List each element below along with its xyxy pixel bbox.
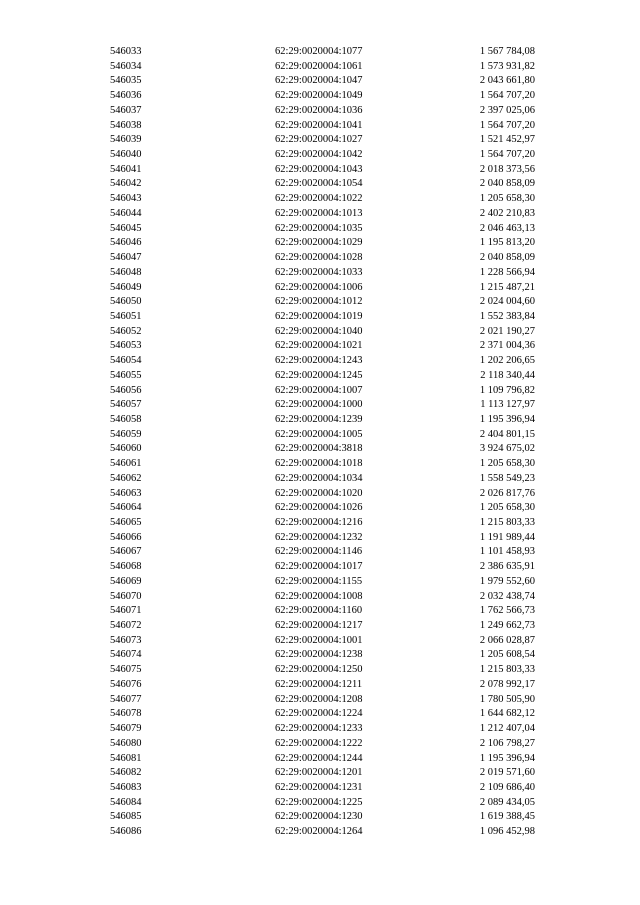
cadastral-value-cell: 1 573 931,82 <box>479 60 535 72</box>
cadastral-value-cell: 1 215 803,33 <box>479 664 535 676</box>
cadastral-number-cell: 62:29:0020004:1043 <box>275 163 363 175</box>
cadastral-number-cell: 62:29:0020004:1026 <box>275 502 363 514</box>
cadastral-value-cell: 1 215 803,33 <box>479 517 535 528</box>
row-number-cell: 546054 <box>110 355 142 367</box>
cadastral-value-cell: 1 215 487,21 <box>479 281 535 293</box>
table-row <box>0 619 640 634</box>
cadastral-value-cell: 1 564 707,20 <box>479 119 535 131</box>
cadastral-number-cell: 62:29:0020004:1020 <box>275 487 363 499</box>
row-number-cell: 546033 <box>110 46 142 57</box>
table-row <box>0 74 640 89</box>
cadastral-number-cell: 62:29:0020004:1001 <box>275 634 363 646</box>
cadastral-value-cell: 2 106 798,27 <box>479 737 535 749</box>
row-number-cell: 546051 <box>110 310 142 322</box>
table-row <box>0 722 640 737</box>
cadastral-number-cell: 62:29:0020004:1042 <box>275 149 363 161</box>
cadastral-number-cell: 62:29:0020004:1033 <box>275 266 363 278</box>
cadastral-value-cell: 1 096 452,98 <box>479 826 535 838</box>
cadastral-value-cell: 1 619 388,45 <box>479 811 535 823</box>
row-number-cell: 546071 <box>110 605 142 617</box>
cadastral-value-cell: 2 066 028,87 <box>479 634 535 646</box>
table-row <box>0 575 640 590</box>
table-row <box>0 707 640 722</box>
cadastral-value-cell: 2 371 004,36 <box>479 340 535 352</box>
cadastral-value-cell: 1 564 707,20 <box>479 149 535 161</box>
cadastral-value-cell: 2 404 801,15 <box>479 428 535 440</box>
row-number-cell: 546048 <box>110 266 142 278</box>
row-number-cell: 546078 <box>110 708 142 720</box>
table-row <box>0 472 640 487</box>
row-number-cell: 546075 <box>110 664 142 676</box>
row-number-cell: 546061 <box>110 458 142 470</box>
cadastral-value-cell: 1 195 813,20 <box>479 237 535 249</box>
cadastral-value-cell: 1 113 127,97 <box>480 399 535 411</box>
row-number-cell: 546069 <box>110 575 142 587</box>
cadastral-number-cell: 62:29:0020004:1231 <box>275 781 363 793</box>
table-row <box>0 354 640 369</box>
cadastral-number-cell: 62:29:0020004:1012 <box>275 296 363 308</box>
cadastral-number-cell: 62:29:0020004:1034 <box>275 472 363 484</box>
cadastral-number-cell: 62:29:0020004:1077 <box>275 46 363 57</box>
row-number-cell: 546041 <box>110 163 142 175</box>
table-row <box>0 825 640 840</box>
cadastral-value-cell: 1 979 552,60 <box>479 575 535 587</box>
table-row <box>0 531 640 546</box>
row-number-cell: 546046 <box>110 237 142 249</box>
row-number-cell: 546084 <box>110 796 142 808</box>
row-number-cell: 546074 <box>110 649 142 661</box>
table-row <box>0 89 640 104</box>
table-row <box>0 369 640 384</box>
cadastral-value-cell: 1 101 458,93 <box>479 546 535 558</box>
row-number-cell: 546047 <box>110 252 142 264</box>
cadastral-number-cell: 62:29:0020004:1040 <box>275 325 363 337</box>
cadastral-number-cell: 62:29:0020004:1238 <box>275 649 363 661</box>
row-number-cell: 546037 <box>110 104 142 116</box>
row-number-cell: 546072 <box>110 620 142 632</box>
row-number-cell: 546045 <box>110 222 142 234</box>
row-number-cell: 546057 <box>110 399 142 411</box>
cadastral-value-cell: 1 762 566,73 <box>479 605 535 617</box>
cadastral-number-cell: 62:29:0020004:1049 <box>275 90 363 102</box>
cadastral-value-cell: 2 402 210,83 <box>479 207 535 219</box>
table-row <box>0 104 640 119</box>
cadastral-number-cell: 62:29:0020004:1027 <box>275 134 363 146</box>
cadastral-value-cell: 1 205 658,30 <box>479 458 535 470</box>
cadastral-number-cell: 62:29:0020004:1036 <box>275 104 363 116</box>
cadastral-number-cell: 62:29:0020004:3818 <box>275 443 363 455</box>
row-number-cell: 546073 <box>110 634 142 646</box>
cadastral-value-cell: 2 078 992,17 <box>479 678 535 690</box>
cadastral-number-cell: 62:29:0020004:1208 <box>275 693 363 705</box>
cadastral-number-cell: 62:29:0020004:1029 <box>275 237 363 249</box>
cadastral-number-cell: 62:29:0020004:1160 <box>275 605 363 617</box>
row-number-cell: 546081 <box>110 752 142 764</box>
table-row <box>0 678 640 693</box>
cadastral-value-cell: 2 018 373,56 <box>479 163 535 175</box>
cadastral-number-cell: 62:29:0020004:1054 <box>275 178 363 190</box>
row-number-cell: 546038 <box>110 119 142 131</box>
cadastral-number-cell: 62:29:0020004:1035 <box>275 222 363 234</box>
table-row <box>0 516 640 531</box>
table-row <box>0 148 640 163</box>
table-row <box>0 737 640 752</box>
row-number-cell: 546079 <box>110 723 142 735</box>
table-row <box>0 487 640 502</box>
cadastral-value-cell: 1 212 407,04 <box>479 723 535 735</box>
table-row <box>0 604 640 619</box>
row-number-cell: 546042 <box>110 178 142 190</box>
cadastral-number-cell: 62:29:0020004:1224 <box>275 708 363 720</box>
cadastral-value-cell: 2 046 463,13 <box>479 222 535 234</box>
cadastral-number-cell: 62:29:0020004:1013 <box>275 207 363 219</box>
cadastral-value-cell: 1 564 707,20 <box>479 90 535 102</box>
table-row <box>0 752 640 767</box>
cadastral-number-cell: 62:29:0020004:1225 <box>275 796 363 808</box>
table-row <box>0 781 640 796</box>
row-number-cell: 546077 <box>110 693 142 705</box>
cadastral-number-cell: 62:29:0020004:1007 <box>275 384 363 396</box>
table-row <box>0 648 640 663</box>
cadastral-number-cell: 62:29:0020004:1155 <box>275 575 363 587</box>
table-row <box>0 442 640 457</box>
table-row <box>0 457 640 472</box>
row-number-cell: 546080 <box>110 737 142 749</box>
cadastral-value-cell: 1 191 989,44 <box>479 531 535 543</box>
row-number-cell: 546053 <box>110 340 142 352</box>
row-number-cell: 546086 <box>110 826 142 838</box>
cadastral-value-cell: 2 040 858,09 <box>479 252 535 264</box>
cadastral-value-cell: 2 032 438,74 <box>479 590 535 602</box>
cadastral-number-cell: 62:29:0020004:1233 <box>275 723 363 735</box>
cadastral-number-cell: 62:29:0020004:1061 <box>275 60 363 72</box>
cadastral-value-cell: 2 397 025,06 <box>479 104 535 116</box>
table-row <box>0 398 640 413</box>
cadastral-value-cell: 1 195 396,94 <box>479 752 535 764</box>
cadastral-number-cell: 62:29:0020004:1006 <box>275 281 363 293</box>
cadastral-value-cell: 1 644 682,12 <box>479 708 535 720</box>
row-number-cell: 546056 <box>110 384 142 396</box>
table-row <box>0 663 640 678</box>
table-row <box>0 207 640 222</box>
row-number-cell: 546070 <box>110 590 142 602</box>
row-number-cell: 546040 <box>110 149 142 161</box>
row-number-cell: 546035 <box>110 75 142 87</box>
cadastral-value-cell: 1 249 662,73 <box>479 620 535 632</box>
row-number-cell: 546082 <box>110 767 142 779</box>
row-number-cell: 546043 <box>110 193 142 205</box>
cadastral-value-cell: 2 386 635,91 <box>479 561 535 573</box>
row-number-cell: 546063 <box>110 487 142 499</box>
row-number-cell: 546055 <box>110 369 142 381</box>
table-row <box>0 251 640 266</box>
row-number-cell: 546065 <box>110 517 142 528</box>
row-number-cell: 546034 <box>110 60 142 72</box>
table-row <box>0 60 640 75</box>
cadastral-value-table <box>0 45 640 840</box>
table-row <box>0 266 640 281</box>
table-row <box>0 384 640 399</box>
cadastral-number-cell: 62:29:0020004:1021 <box>275 340 363 352</box>
cadastral-number-cell: 62:29:0020004:1239 <box>275 413 363 425</box>
table-row <box>0 590 640 605</box>
cadastral-value-cell: 2 019 571,60 <box>479 767 535 779</box>
table-row <box>0 222 640 237</box>
table-row <box>0 413 640 428</box>
row-number-cell: 546064 <box>110 502 142 514</box>
table-row <box>0 177 640 192</box>
cadastral-value-cell: 3 924 675,02 <box>479 443 535 455</box>
cadastral-value-cell: 1 205 658,30 <box>479 502 535 514</box>
row-number-cell: 546052 <box>110 325 142 337</box>
cadastral-value-cell: 1 228 566,94 <box>479 266 535 278</box>
cadastral-number-cell: 62:29:0020004:1201 <box>275 767 363 779</box>
table-row <box>0 766 640 781</box>
table-row <box>0 281 640 296</box>
cadastral-number-cell: 62:29:0020004:1250 <box>275 664 363 676</box>
cadastral-value-cell: 2 026 817,76 <box>479 487 535 499</box>
cadastral-value-cell: 1 552 383,84 <box>479 310 535 322</box>
table-row <box>0 545 640 560</box>
table-row <box>0 236 640 251</box>
cadastral-value-cell: 1 521 452,97 <box>479 134 535 146</box>
cadastral-value-cell: 2 021 190,27 <box>479 325 535 337</box>
row-number-cell: 546050 <box>110 296 142 308</box>
row-number-cell: 546044 <box>110 207 142 219</box>
cadastral-number-cell: 62:29:0020004:1017 <box>275 561 363 573</box>
row-number-cell: 546060 <box>110 443 142 455</box>
cadastral-value-cell: 1 558 549,23 <box>479 472 535 484</box>
row-number-cell: 546085 <box>110 811 142 823</box>
table-row <box>0 163 640 178</box>
table-row <box>0 295 640 310</box>
row-number-cell: 546076 <box>110 678 142 690</box>
cadastral-number-cell: 62:29:0020004:1022 <box>275 193 363 205</box>
table-row <box>0 693 640 708</box>
row-number-cell: 546067 <box>110 546 142 558</box>
cadastral-number-cell: 62:29:0020004:1230 <box>275 811 363 823</box>
cadastral-value-cell: 2 118 340,44 <box>480 369 535 381</box>
table-row <box>0 501 640 516</box>
row-number-cell: 546049 <box>110 281 142 293</box>
row-number-cell: 546039 <box>110 134 142 146</box>
cadastral-number-cell: 62:29:0020004:1245 <box>275 369 363 381</box>
table-row <box>0 634 640 649</box>
row-number-cell: 546059 <box>110 428 142 440</box>
cadastral-value-cell: 2 024 004,60 <box>479 296 535 308</box>
cadastral-number-cell: 62:29:0020004:1244 <box>275 752 363 764</box>
cadastral-value-cell: 2 109 686,40 <box>479 781 535 793</box>
cadastral-number-cell: 62:29:0020004:1232 <box>275 531 363 543</box>
table-row <box>0 192 640 207</box>
cadastral-number-cell: 62:29:0020004:1018 <box>275 458 363 470</box>
cadastral-number-cell: 62:29:0020004:1222 <box>275 737 363 749</box>
table-row <box>0 428 640 443</box>
cadastral-value-cell: 2 089 434,05 <box>479 796 535 808</box>
cadastral-number-cell: 62:29:0020004:1028 <box>275 252 363 264</box>
cadastral-value-cell: 1 205 658,30 <box>479 193 535 205</box>
row-number-cell: 546066 <box>110 531 142 543</box>
row-number-cell: 546068 <box>110 561 142 573</box>
table-row <box>0 325 640 340</box>
cadastral-value-cell: 1 195 396,94 <box>479 413 535 425</box>
cadastral-value-cell: 1 780 505,90 <box>479 693 535 705</box>
table-row <box>0 560 640 575</box>
table-row <box>0 45 640 60</box>
cadastral-number-cell: 62:29:0020004:1047 <box>275 75 363 87</box>
table-row <box>0 133 640 148</box>
table-row <box>0 796 640 811</box>
cadastral-value-cell: 1 205 608,54 <box>479 649 535 661</box>
table-row <box>0 310 640 325</box>
cadastral-value-cell: 1 109 796,82 <box>479 384 535 396</box>
cadastral-value-cell: 1 567 784,08 <box>479 46 535 57</box>
cadastral-number-cell: 62:29:0020004:1146 <box>275 546 363 558</box>
row-number-cell: 546083 <box>110 781 142 793</box>
cadastral-number-cell: 62:29:0020004:1008 <box>275 590 363 602</box>
cadastral-value-cell: 2 040 858,09 <box>479 178 535 190</box>
cadastral-number-cell: 62:29:0020004:1264 <box>275 826 363 838</box>
cadastral-number-cell: 62:29:0020004:1243 <box>275 355 363 367</box>
table-row <box>0 339 640 354</box>
cadastral-value-cell: 1 202 206,65 <box>479 355 535 367</box>
cadastral-number-cell: 62:29:0020004:1216 <box>275 517 363 528</box>
cadastral-value-cell: 2 043 661,80 <box>479 75 535 87</box>
cadastral-number-cell: 62:29:0020004:1019 <box>275 310 363 322</box>
table-row <box>0 810 640 825</box>
cadastral-number-cell: 62:29:0020004:1211 <box>275 678 363 690</box>
cadastral-number-cell: 62:29:0020004:1217 <box>275 620 363 632</box>
row-number-cell: 546036 <box>110 90 142 102</box>
row-number-cell: 546062 <box>110 472 142 484</box>
cadastral-number-cell: 62:29:0020004:1041 <box>275 119 363 131</box>
cadastral-number-cell: 62:29:0020004:1000 <box>275 399 363 411</box>
cadastral-number-cell: 62:29:0020004:1005 <box>275 428 363 440</box>
row-number-cell: 546058 <box>110 413 142 425</box>
table-row <box>0 119 640 134</box>
